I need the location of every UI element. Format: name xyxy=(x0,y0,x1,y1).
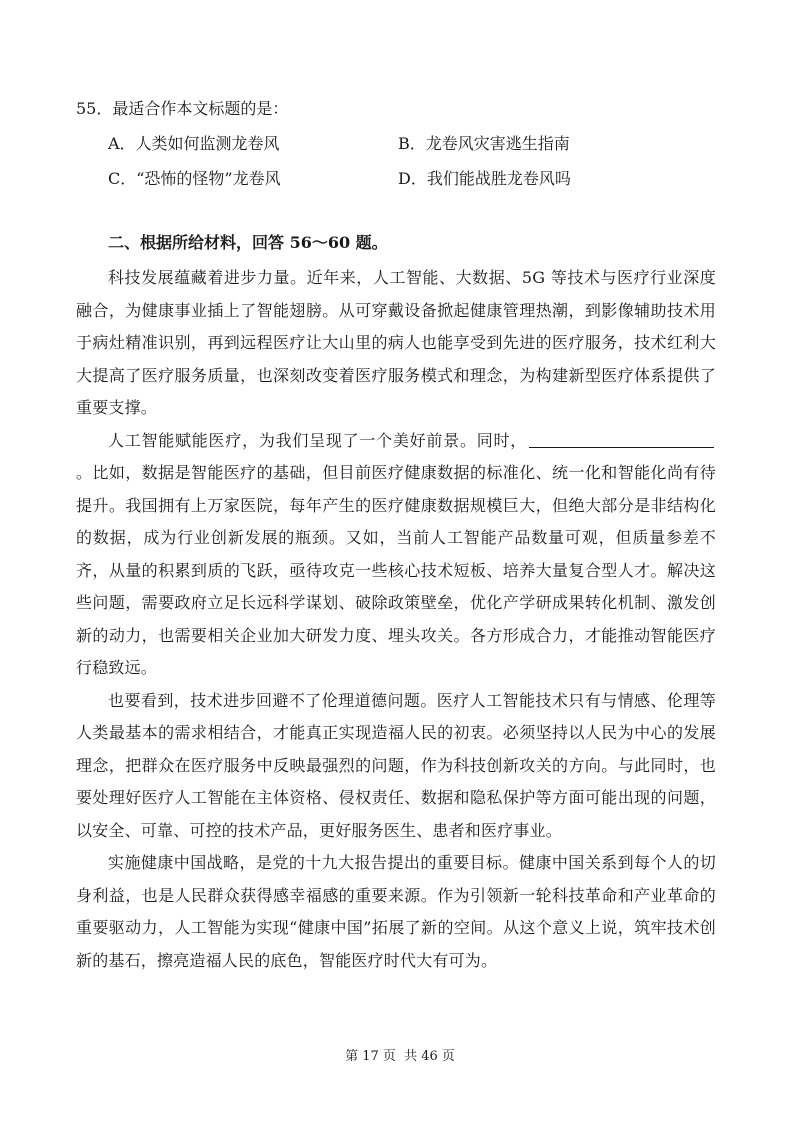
page-footer xyxy=(0,1048,800,1066)
option-a: A．人类如何监测龙卷风 xyxy=(108,134,280,153)
section-heading: 二、根据所给材料，回答 56～60 题。 xyxy=(108,233,388,252)
option-d: D．我们能战胜龙卷风吗 xyxy=(398,169,571,188)
option-b: B．龙卷风灾害逃生指南 xyxy=(398,134,570,153)
question-55-stem: 55．最适合作本文标题的是： xyxy=(76,99,289,118)
paragraph-2-lead: 人工智能赋能医疗，为我们呈现了一个美好前景。同时， xyxy=(108,430,527,450)
passage-paragraph-1: 科技发展蕴藏着进步力量。近年来，人工智能、大数据、5G 等技术与医疗行业深度融合，为健康事业插上了智能翅膀。从可穿戴设备掀起健康管理热潮，到影像辅助技术用于病灶精准识别，再到远程医疗让大山里的病人也能享受到先进的医疗服务，技术红利大大提高了医疗服务质量，也深刻改变着医疗服务模式和理念，为构建新型医疗体系提供了重要支撑。 xyxy=(76,268,716,417)
option-c: C．“恐怖的怪物”龙卷风 xyxy=(108,169,281,188)
page-total: 共 46 页 xyxy=(404,1049,455,1064)
page-number: 第 17 页 xyxy=(345,1049,396,1064)
passage-paragraph-3: 也要看到，技术进步回避不了伦理道德问题。医疗人工智能技术只有与情感、伦理等人类最基本的需求相结合，才能真正实现造福人民的初衷。必须坚持以人民为中心的发展理念，把群众在医疗服务中反映最强烈的问题，作为科技创新攻关的方向。与此同时，也要处理好医疗人工智能在主体资格、侵权责任、数据和隐私保护等方面可能出现的问题，以安全、可靠、可控的技术产品，更好服务医生、患者和医疗事业。 xyxy=(76,690,716,840)
fill-in-blank xyxy=(529,431,714,448)
passage-paragraph-4: 实施健康中国战略，是党的十九大报告提出的重要目标。健康中国关系到每个人的切身利益，也是人民群众获得感幸福感的重要来源。作为引领新一轮科技革命和产业革命的重要驱动力，人工智能为实现“健康中国”拓展了新的空间。从这个意义上说，筑牢技术创新的基石，擦亮造福人民的底色，智能医疗时代大有可为。 xyxy=(76,853,716,970)
reading-passage xyxy=(76,262,716,977)
paragraph-2-rest: 。比如，数据是智能医疗的基础，但目前医疗健康数据的标准化、统一化和智能化尚有待提升。我国拥有上万家医院，每年产生的医疗健康数据规模巨大，但绝大部分是非结构化的数据，成为行业创新发展的瓶颈。又如，当前人工智能产品数量可观，但质量参差不齐，从量的积累到质的飞跃，亟待攻克一些核心技术短板、培养大量复合型人才。解决这些问题，需要政府立足长远科学谋划、破除政策壁垒，优化产学研成果转化机制、激发创新的动力，也需要相关企业加大研发力度、埋头攻关。各方形成合力，才能推动智能医疗行稳致远。 xyxy=(76,463,716,677)
passage-paragraph-2 xyxy=(76,425,716,685)
